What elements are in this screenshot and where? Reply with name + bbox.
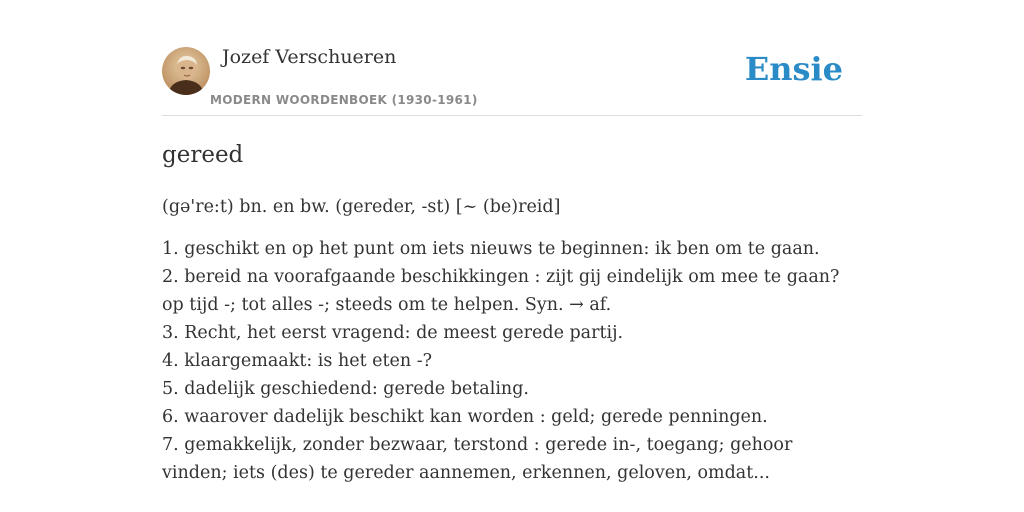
entry-title: gereed [162,142,244,168]
entry-card [162,40,862,487]
portrait-photo-icon [162,47,210,95]
definition-item: 4. klaargemaakt: is het eten -? [162,351,433,371]
definition-item: 2. bereid na voorafgaande beschikkingen : zijt gij eindelijk om mee te gaan? op tijd -; tot alles -; steeds om te helpen. Syn. → af. [162,267,840,315]
entry-pronunciation: (gə're:t) bn. en bw. (gereder, -st) [~ (be)reid] [162,197,561,217]
source-label: MODERN WOORDENBOEK (1930-1961) [210,93,478,107]
definition-list [162,235,862,487]
definition-item: 7. gemakkelijk, zonder bezwaar, terstond : gerede in-, toegang; gehoor vinden; iets (des) te gereder aannemen, erkennen, geloven, omdat... [162,435,793,483]
definition-item: 5. dadelijk geschiedend: gerede betaling. [162,379,529,399]
brand-logo[interactable]: Ensie [744,50,843,88]
author-name[interactable]: Jozef Verschueren [222,46,397,68]
definition-item: 3. Recht, het eerst vragend: de meest gerede partij. [162,323,624,343]
definition-item: 1. geschikt en op het punt om iets nieuws te beginnen: ik ben om te gaan. [162,239,820,259]
entry-header [162,40,862,116]
author-avatar[interactable] [162,47,210,95]
definition-item: 6. waarover dadelijk beschikt kan worden : geld; gerede penningen. [162,407,768,427]
